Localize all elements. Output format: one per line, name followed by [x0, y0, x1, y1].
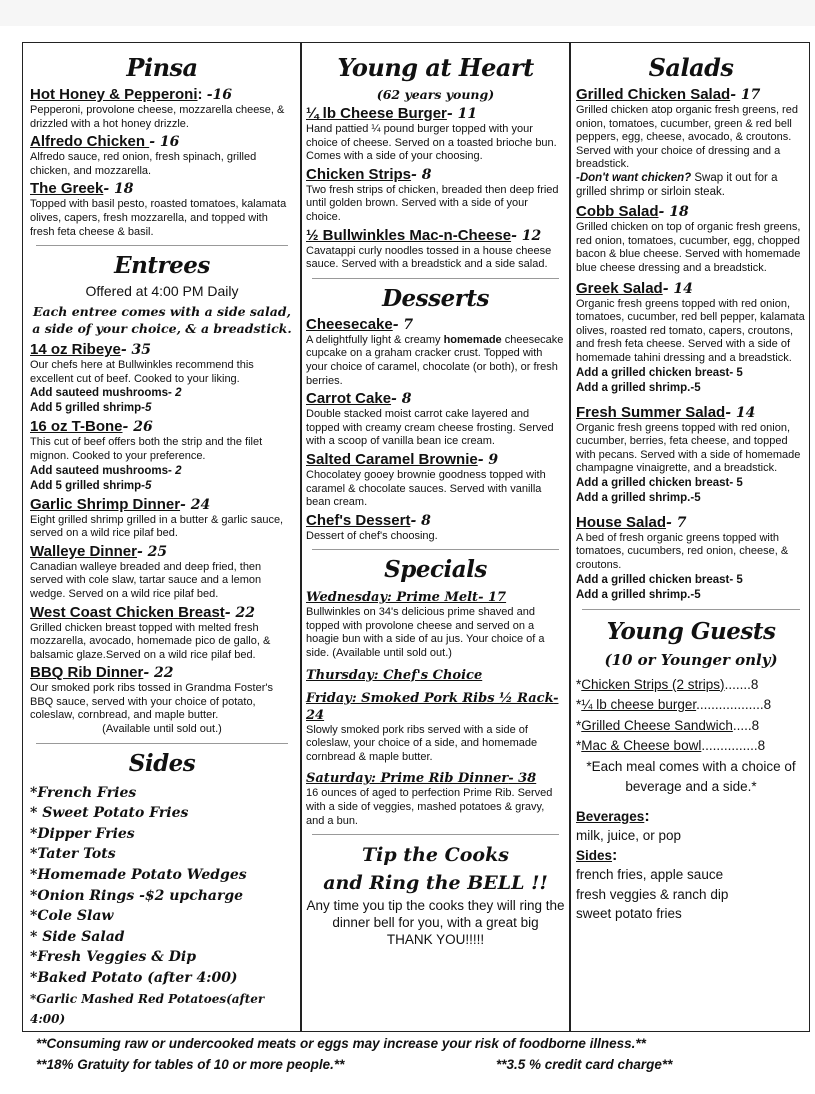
entrees-note: Each entree comes with a side salad, a side of your choice, & a breadstick.	[32, 304, 292, 337]
special-description: 16 ounces of aged to perfection Prime Rib. Served with a side of veggies, mashed potatoes & gravy, and a bun.	[306, 787, 553, 827]
item-name: The Greek	[30, 180, 104, 198]
menu-item	[576, 86, 806, 199]
item-name: Garlic Shrimp Dinner	[30, 495, 181, 513]
special-item	[306, 690, 565, 765]
entrees-heading: Entrees	[114, 252, 210, 280]
sides-label: Sides	[576, 847, 613, 863]
item-name: Carrot Cake	[306, 390, 392, 408]
item-price: - 16	[149, 134, 180, 151]
column-right	[573, 43, 809, 1031]
entrees-list	[30, 341, 294, 737]
kids-item-name: Grilled Cheese Sandwich	[581, 717, 733, 733]
item-name: Walleye Dinner	[30, 542, 137, 560]
kids-item-price: 8	[750, 676, 759, 692]
item-price: - 7	[392, 316, 414, 333]
item-description: Canadian walleye breaded and deep fried, then served with cole slaw, tartar sauce and a lemon wedge. Served on a wild rice pilaf bed.	[30, 560, 262, 600]
menu-item	[306, 227, 565, 272]
item-description: Chocolatey gooey brownie goodness topped with caramel & chocolate sauces. Served with vanilla bean cream.	[306, 468, 546, 509]
special-description: Bullwinkles on 34's delicious prime shaved and topped with provolone cheese and served on a hoagie bun with a side of au jus. Your choice of a side. (Available until sold out.)	[306, 606, 545, 660]
kids-item-price: 8	[763, 697, 772, 713]
item-price: - 9	[477, 451, 499, 468]
item-price: - 8	[391, 391, 412, 408]
menu-item	[576, 203, 806, 275]
item-price: - 18	[658, 204, 689, 221]
item-name: ½ Bullwinkles Mac-n-Cheese	[306, 226, 512, 244]
menu-item	[576, 514, 806, 603]
menu-item	[306, 166, 565, 225]
item-description: Hand pattied ¼ pound burger topped with your choice of cheese. Served on a toasted brioche bun. Comes with a side of your choosing.	[306, 123, 557, 163]
tip-heading-line2: and Ring the BELL !!	[323, 872, 548, 895]
item-price: - 24	[180, 496, 211, 513]
item-addon: Add a grilled chicken breast- 5	[576, 476, 743, 489]
item-name: ¼ lb Cheese Burger	[306, 105, 447, 122]
special-title: Thursday: Chef's Choice	[306, 667, 483, 683]
section-divider	[36, 245, 288, 246]
side-item: *Garlic Mashed Red Potatoes(after 4:00)	[30, 991, 265, 1027]
salads-list	[576, 86, 806, 603]
side-item: *Dipper Fries	[30, 825, 135, 842]
item-description: Pepperoni, provolone cheese, mozzarella cheese, & drizzled with a hot honey drizzle.	[30, 104, 285, 130]
kids-sides	[576, 846, 806, 924]
column-divider	[300, 42, 302, 1032]
young-guests-sub: (10 or Younger only)	[604, 650, 778, 669]
sides-heading: Sides	[128, 749, 196, 777]
sides-label-row: Sides:	[576, 846, 618, 864]
item-sep: :	[197, 86, 207, 103]
addon-text: Add sauteed mushrooms-	[30, 387, 176, 400]
menu-item	[30, 664, 294, 736]
section-divider	[312, 278, 559, 279]
item-name: House Salad	[576, 513, 667, 531]
kids-side-item: french fries, apple sauce	[576, 867, 724, 883]
kids-side-item: fresh veggies & ranch dip	[576, 886, 729, 902]
side-item: *Fresh Veggies & Dip	[30, 949, 197, 966]
item-name: Grilled Chicken Salad	[576, 86, 731, 103]
item-addon: Add a grilled shrimp.-5	[576, 588, 701, 601]
young-at-heart-heading: Young at Heart	[337, 53, 534, 82]
desserts-list	[306, 316, 565, 544]
kids-item-dots: ...............	[701, 738, 758, 754]
desc-text: cheesecake cupcake on a graham cracker crust. Topped with your choice of caramel, chocolate (or both), or fresh berries.	[306, 333, 564, 387]
section-divider	[582, 609, 800, 610]
menu-item	[576, 280, 806, 396]
item-description: Grilled chicken breast topped with melted fresh mozzarella, avocado, homemade pico de gallo, & balsamic glaze.Served on a wild rice pilaf bed.	[30, 621, 271, 661]
item-description: Alfredo sauce, red onion, fresh spinach, grilled chicken, and mozzarella.	[30, 151, 257, 177]
item-description: Two fresh strips of chicken, breaded then deep fried until golden brown. Served with a side of your choice.	[306, 183, 559, 223]
addon-price: 2	[175, 464, 182, 477]
item-description: Our smoked pork ribs tossed in Grandma Foster's BBQ sauce, served with your choice of potato, coleslaw, cornbread, and maple butter.	[30, 682, 273, 722]
item-name: West Coast Chicken Breast	[30, 603, 225, 621]
item-addon	[30, 386, 294, 401]
special-item	[306, 667, 565, 684]
note-emphasis: -Don't want chicken?	[576, 171, 692, 184]
item-name: Salted Caramel Brownie	[306, 450, 478, 468]
kids-note: *Each meal comes with a choice of beverage and a side.*	[586, 758, 796, 794]
item-price: - 18	[103, 181, 134, 198]
entrees-offered: Offered at 4:00 PM Daily	[85, 283, 239, 300]
sides-list	[30, 783, 294, 1030]
tip-thanks: THANK YOU!!!!!	[386, 932, 485, 948]
kids-item-price: 8	[757, 738, 766, 754]
item-addon: Add a grilled chicken breast- 5	[576, 573, 743, 586]
item-name: 16 oz T-Bone	[30, 418, 123, 436]
pinsa-list	[30, 86, 294, 239]
item-price: - 11	[446, 106, 478, 122]
item-price: - 14	[725, 404, 756, 421]
kids-beverages	[576, 807, 806, 846]
desserts-heading: Desserts	[382, 284, 489, 312]
menu-item	[30, 604, 294, 663]
beverages-label-row: Beverages:	[576, 807, 650, 825]
item-price: - 35	[120, 342, 152, 359]
pinsa-heading: Pinsa	[126, 53, 198, 82]
item-addon: Add a grilled shrimp.-5	[576, 381, 701, 394]
addon-text: Add sauteed mushrooms-	[30, 464, 176, 477]
item-name: Greek Salad	[576, 279, 663, 297]
kids-item-name: Chicken Strips (2 strips)	[581, 676, 725, 692]
item-description: Double stacked moist carrot cake layered and topped with creamy cream cheese frosting. Served with a scoop of vanilla bean ice cream.	[306, 408, 554, 448]
item-description: Grilled chicken on top of organic fresh greens, red onion, tomatoes, cucumber, egg, chopped bacon & blue cheese. Served with homemade blue cheese dressing and a breadstick.	[576, 221, 801, 274]
menu-item	[576, 404, 806, 506]
young-guests-list	[576, 675, 806, 757]
item-description: Grilled chicken atop organic fresh greens, red onion, tomatoes, cucumber, green & red bell peppers, egg, cheese, avocado, & croutons. Served with your choice of dressing and a breadstick.	[576, 104, 798, 171]
special-price: - 24	[306, 690, 559, 723]
item-note	[576, 172, 806, 199]
kids-item: *¼ lb cheese burger..................8	[576, 697, 772, 713]
item-price: - 12	[511, 227, 542, 244]
specials-list	[306, 589, 565, 828]
side-item: *Homemade Potato Wedges	[30, 867, 247, 884]
menu-item	[30, 543, 294, 602]
addon-price: 5	[145, 479, 152, 492]
section-divider	[312, 834, 559, 835]
item-price: - 14	[662, 280, 693, 297]
column-middle	[303, 43, 568, 1031]
kids-item-name: ¼ lb cheese burger	[581, 697, 697, 713]
menu-item	[306, 105, 565, 164]
menu-item	[30, 86, 294, 131]
menu-item	[306, 390, 565, 449]
beverages-label: Beverages	[576, 808, 645, 824]
side-item: * Side Salad	[30, 928, 125, 945]
item-price: - 25	[136, 543, 168, 560]
note-text: Swap it out for a grilled shrimp or sirloin steak.	[576, 171, 778, 198]
tip-body: Any time you tip the cooks they will ring the dinner bell for you, with a great big	[306, 898, 565, 931]
special-title: Saturday: Prime Rib Dinner	[306, 771, 509, 787]
menu-item	[30, 418, 294, 493]
item-price: - 26	[122, 419, 153, 436]
item-addon	[30, 401, 294, 416]
item-price: -16	[206, 87, 232, 103]
salads-heading: Salads	[648, 53, 734, 82]
addon-text: Add 5 grilled shrimp-	[30, 479, 146, 492]
special-price: - 38	[508, 771, 537, 787]
tip-heading-line1: Tip the Cooks	[362, 844, 509, 867]
item-description	[306, 334, 565, 388]
specials-heading: Specials	[384, 556, 487, 584]
item-price: - 17	[730, 87, 761, 103]
footer-warning: **Consuming raw or undercooked meats or eggs may increase your risk of foodborne illness.**	[36, 1036, 646, 1051]
item-name: 14 oz Ribeye	[30, 341, 121, 359]
footer-card-charge: **3.5 % credit card charge**	[496, 1057, 673, 1072]
side-item: *Cole Slaw	[30, 908, 114, 925]
top-bar	[0, 0, 815, 26]
addon-price: 5	[145, 402, 152, 415]
item-name: Cheesecake	[306, 315, 393, 333]
side-item: *Onion Rings -$2 upcharge	[30, 887, 244, 904]
item-description: Organic fresh greens topped with red onion, tomatoes, cucumber, red bell pepper, kalamata olives, roasted red tomato, capers, croutons, and fresh feta cheese. Served with a side of homemade tahini dressing and a breadstick.	[576, 297, 805, 364]
column-divider	[569, 42, 571, 1032]
item-price: - 22	[224, 604, 255, 621]
item-price: - 8	[410, 512, 431, 529]
kids-item-price: 8	[751, 717, 760, 733]
item-name: Cobb Salad	[576, 203, 659, 221]
column-left	[26, 43, 298, 1031]
kids-item: *Mac & Cheese bowl...............8	[576, 738, 766, 754]
addon-text: Add 5 grilled shrimp-	[30, 402, 146, 415]
young-at-heart-list	[306, 105, 565, 272]
young-guests-heading: Young Guests	[606, 617, 776, 645]
side-item: * Sweet Potato Fries	[30, 805, 189, 822]
item-description: This cut of beef offers both the strip and the filet mignon. Cooked to your preference.	[30, 436, 263, 462]
item-name: BBQ Rib Dinner	[30, 664, 144, 682]
special-item	[306, 589, 565, 660]
side-item: *French Fries	[30, 784, 137, 801]
young-at-heart-sub: (62 years young)	[376, 87, 495, 102]
item-name: Chef's Dessert	[306, 511, 411, 529]
item-description: Topped with basil pesto, roasted tomatoes, kalamata olives, capers, fresh mozzarella, and topped with fresh feta cheese & basil.	[30, 198, 287, 238]
item-description: Organic fresh greens topped with red onion, cucumber, berries, feta cheese, and topped with pecans. Served with a side of homemade champagne vinaigrette, and a breadstick.	[576, 421, 801, 475]
item-description: A bed of fresh organic greens topped with tomatoes, cucumbers, red onion, cheese, & croutons.	[576, 531, 789, 572]
beverages-list: milk, juice, or pop	[576, 828, 682, 844]
item-price: - 7	[666, 514, 687, 531]
menu-item	[306, 316, 565, 388]
desc-text: A delightfully light & creamy	[306, 333, 444, 346]
side-item: *Baked Potato (after 4:00)	[30, 970, 238, 986]
item-addon: Add a grilled shrimp.-5	[576, 491, 701, 504]
special-price: - 17	[478, 590, 507, 606]
item-addon	[30, 479, 294, 494]
item-description: Our chefs here at Bullwinkles recommend this excellent cut of beef. Cooked to your liking.	[30, 359, 254, 385]
menu-item	[306, 512, 565, 544]
menu-item	[30, 341, 294, 416]
item-availability: (Available until sold out.)	[102, 723, 222, 736]
item-description: Dessert of chef's choosing.	[306, 529, 438, 542]
item-name: Chicken Strips	[306, 165, 412, 183]
kids-side-item: sweet potato fries	[576, 906, 682, 922]
special-title: Friday: Smoked Pork Ribs ½ Rack	[306, 690, 554, 706]
special-title: Wednesday: Prime Melt	[306, 590, 479, 606]
item-name: Hot Honey & Pepperoni	[30, 86, 198, 103]
item-name: Alfredo Chicken	[30, 133, 150, 151]
item-addon: Add a grilled chicken breast- 5	[576, 366, 743, 379]
menu-item	[30, 133, 294, 178]
item-description: Cavatappi curly noodles tossed in a house cheese sauce. Served with a breadstick and a side salad.	[306, 244, 552, 271]
special-description: Slowly smoked pork ribs served with a side of coleslaw, your choice of a side, and homemade cornbread & maple butter.	[306, 723, 538, 763]
kids-item-dots: .....	[732, 717, 752, 733]
section-divider	[36, 743, 288, 744]
item-price: - 22	[143, 665, 174, 682]
menu-item	[306, 451, 565, 510]
special-item	[306, 770, 565, 828]
desc-emphasis: homemade	[443, 333, 502, 346]
kids-item-dots: ..................	[696, 697, 764, 713]
menu-item	[30, 496, 294, 541]
addon-price: 2	[175, 387, 182, 400]
item-price: - 8	[411, 166, 432, 183]
footer-gratuity: **18% Gratuity for tables of 10 or more people.**	[36, 1057, 345, 1072]
side-item: *Tater Tots	[30, 846, 116, 863]
kids-item-name: Mac & Cheese bowl	[581, 738, 702, 754]
kids-item: *Grilled Cheese Sandwich.....8	[576, 717, 760, 733]
kids-item: *Chicken Strips (2 strips).......8	[576, 676, 759, 692]
item-addon	[30, 464, 294, 479]
menu-item	[30, 180, 294, 239]
item-name: Fresh Summer Salad	[576, 403, 726, 421]
kids-item-dots: .......	[724, 676, 751, 692]
item-description: Eight grilled shrimp grilled in a butter & garlic sauce, served on a wild rice pilaf bed.	[30, 513, 284, 540]
section-divider	[312, 549, 559, 550]
